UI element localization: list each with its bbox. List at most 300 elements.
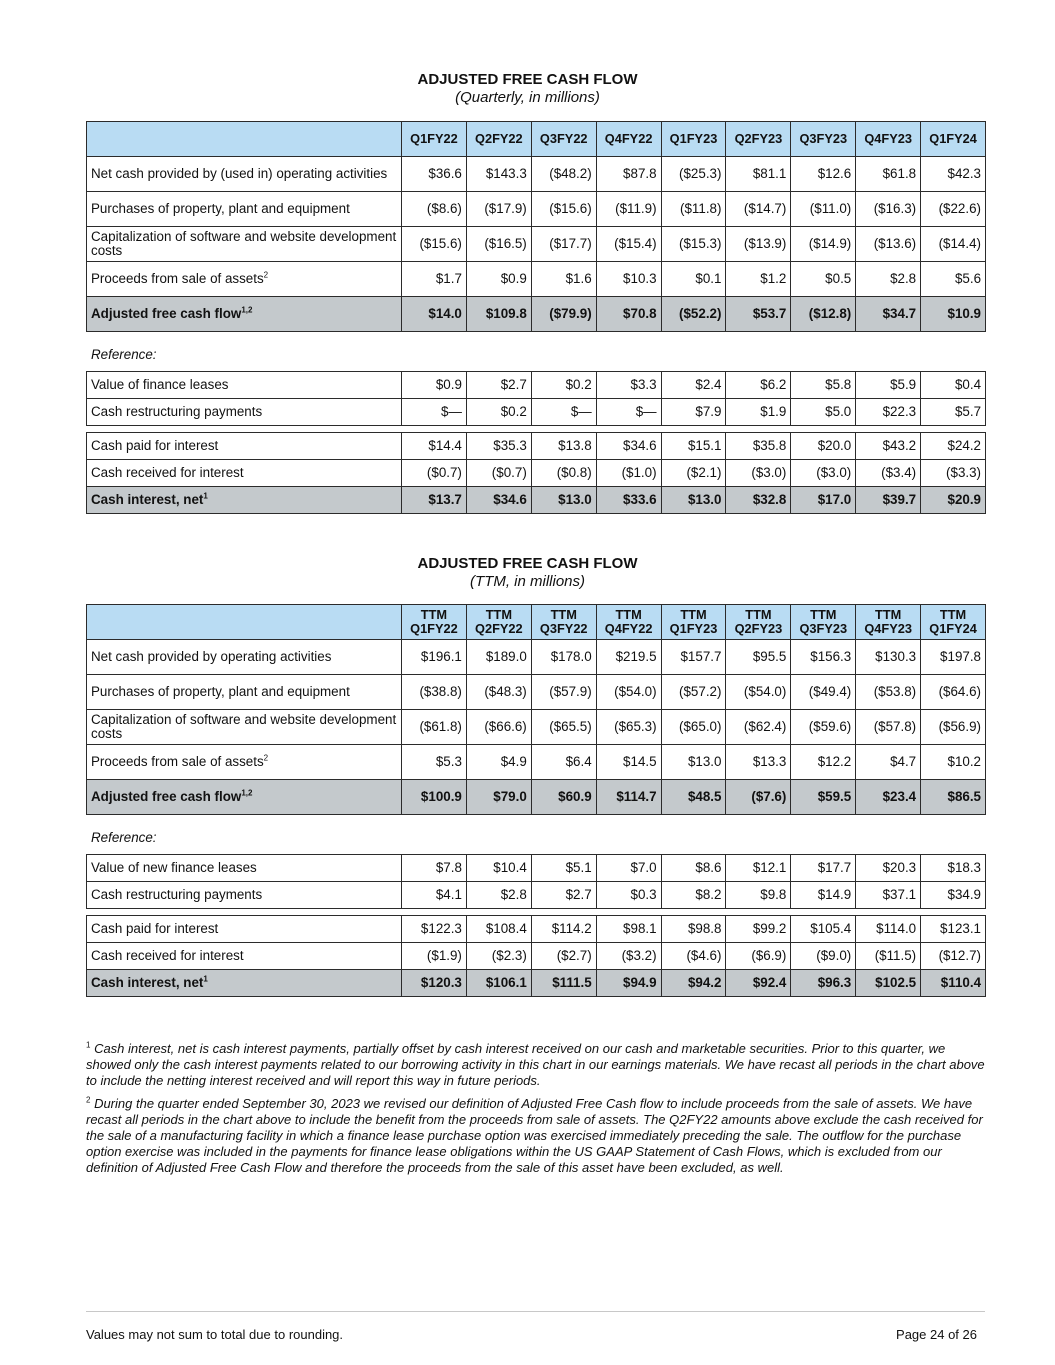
footnote-1-mark: 1	[86, 1040, 91, 1050]
header-row	[87, 122, 986, 157]
value-cell: $—	[596, 399, 661, 426]
value-cell: $0.2	[531, 372, 596, 399]
column-header: Q2FY22	[466, 122, 531, 157]
value-cell: $108.4	[466, 916, 531, 943]
value-cell: ($53.8)	[856, 675, 921, 710]
row-label-text: Cash received for interest	[91, 465, 244, 480]
value-cell: ($11.0)	[791, 192, 856, 227]
value-cell: $0.9	[402, 372, 467, 399]
value-cell: $95.5	[726, 640, 791, 675]
column-header-bottom: Q3FY22	[539, 621, 588, 636]
value-cell: ($0.7)	[466, 460, 531, 487]
table-row	[87, 157, 986, 192]
column-header: Q4FY23	[856, 122, 921, 157]
value-cell: ($12.7)	[921, 943, 986, 970]
column-header-bottom: Q1FY24	[929, 621, 977, 636]
column-header-top: TTM	[550, 607, 577, 622]
value-cell: $123.1	[921, 916, 986, 943]
footer-page-number: Page 24 of 26	[896, 1327, 977, 1342]
value-cell: $18.3	[921, 855, 986, 882]
value-cell: $22.3	[856, 399, 921, 426]
value-cell: ($3.2)	[596, 943, 661, 970]
row-label	[87, 262, 402, 297]
column-header-top: TTM	[680, 607, 707, 622]
row-label-text: Adjusted free cash flow	[91, 789, 242, 804]
value-cell: $120.3	[402, 970, 467, 997]
value-cell: $143.3	[466, 157, 531, 192]
value-cell: $42.3	[921, 157, 986, 192]
column-header	[856, 605, 921, 640]
value-cell: $13.0	[661, 745, 726, 780]
column-header: Q1FY22	[402, 122, 467, 157]
value-cell: $114.2	[531, 916, 596, 943]
footnote-2-text: During the quarter ended September 30, 2023 we revised our definition of Adjusted Free Cash flow to include proceeds from the sale of assets. We have recast all periods in the chart above to include the benefit from the proceeds from sale of assets. The Q2FY22 amounts above exclude the cash received for the sale of a manufacturing facility in which a finance lease purchase option was exercised immediately preceding the sale. The outflow for the purchase option exercise was included in the payments for finance lease obligations within the US GAAP Statement of Cash Flows, which is excluded from our definition of Adjusted Free Cash Flow and therefore the proceeds from the sale of this asset have been excluded, as well.	[86, 1095, 983, 1176]
value-cell: ($3.0)	[726, 460, 791, 487]
value-cell: ($61.8)	[402, 710, 467, 745]
table-row	[87, 970, 986, 997]
quarterly-reference-table	[86, 371, 986, 426]
value-cell: $13.8	[531, 433, 596, 460]
value-cell: $20.3	[856, 855, 921, 882]
row-label-text: Purchases of property, plant and equipment	[91, 684, 350, 699]
value-cell: $92.4	[726, 970, 791, 997]
value-cell: $2.4	[661, 372, 726, 399]
column-header: Q2FY23	[726, 122, 791, 157]
ttm-reference-label: Reference:	[91, 830, 157, 845]
value-cell: ($15.6)	[402, 227, 467, 262]
value-cell: $34.7	[856, 297, 921, 332]
row-label	[87, 297, 402, 332]
value-cell: $7.8	[402, 855, 467, 882]
value-cell: $10.3	[596, 262, 661, 297]
value-cell: ($64.6)	[921, 675, 986, 710]
header-corner	[87, 605, 402, 640]
value-cell: $37.1	[856, 882, 921, 909]
row-label	[87, 640, 402, 675]
value-cell: ($0.8)	[531, 460, 596, 487]
value-cell: $70.8	[596, 297, 661, 332]
row-label-text: Cash received for interest	[91, 948, 244, 963]
quarterly-reference-label: Reference:	[91, 347, 157, 362]
column-header: Q3FY22	[531, 122, 596, 157]
row-label	[87, 970, 402, 997]
row-label	[87, 460, 402, 487]
value-cell: $2.7	[466, 372, 531, 399]
row-label	[87, 882, 402, 909]
value-cell: ($15.3)	[661, 227, 726, 262]
row-label	[87, 855, 402, 882]
value-cell: $36.6	[402, 157, 467, 192]
row-label	[87, 675, 402, 710]
quarterly-main-table	[86, 121, 986, 332]
value-cell: ($7.6)	[726, 780, 791, 815]
value-cell: $33.6	[596, 487, 661, 514]
quarterly-subtitle: (Quarterly, in millions)	[455, 89, 600, 106]
column-header-top: TTM	[810, 607, 837, 622]
column-header-bottom: Q2FY23	[734, 621, 783, 636]
value-cell: $114.7	[596, 780, 661, 815]
table-row	[87, 192, 986, 227]
column-header	[791, 605, 856, 640]
value-cell: $23.4	[856, 780, 921, 815]
value-cell: $98.1	[596, 916, 661, 943]
value-cell: ($8.6)	[402, 192, 467, 227]
value-cell: $2.8	[856, 262, 921, 297]
row-label	[87, 192, 402, 227]
value-cell: $102.5	[856, 970, 921, 997]
value-cell: $96.3	[791, 970, 856, 997]
value-cell: $35.3	[466, 433, 531, 460]
value-cell: $35.8	[726, 433, 791, 460]
column-header-bottom: Q4FY23	[864, 621, 913, 636]
value-cell: $79.0	[466, 780, 531, 815]
value-cell: $14.9	[791, 882, 856, 909]
row-label	[87, 227, 402, 262]
value-cell: ($66.6)	[466, 710, 531, 745]
value-cell: ($13.9)	[726, 227, 791, 262]
value-cell: ($14.7)	[726, 192, 791, 227]
table-row	[87, 460, 986, 487]
row-label-text: Cash restructuring payments	[91, 404, 263, 419]
value-cell: $197.8	[921, 640, 986, 675]
value-cell: ($65.5)	[531, 710, 596, 745]
value-cell: $0.3	[596, 882, 661, 909]
column-header-bottom: Q1FY23	[669, 621, 718, 636]
column-header	[531, 605, 596, 640]
value-cell: $13.0	[531, 487, 596, 514]
value-cell: $12.2	[791, 745, 856, 780]
value-cell: $178.0	[531, 640, 596, 675]
quarterly-title: ADJUSTED FREE CASH FLOW	[417, 71, 638, 88]
table-row	[87, 640, 986, 675]
value-cell: $14.5	[596, 745, 661, 780]
footnote-reference: 1	[203, 491, 208, 501]
value-cell: $8.6	[661, 855, 726, 882]
value-cell: $13.3	[726, 745, 791, 780]
column-header	[466, 605, 531, 640]
value-cell: $99.2	[726, 916, 791, 943]
column-header-top: TTM	[745, 607, 772, 622]
footnote-2-mark: 2	[86, 1095, 91, 1105]
value-cell: ($2.7)	[531, 943, 596, 970]
value-cell: ($48.3)	[466, 675, 531, 710]
value-cell: ($52.2)	[661, 297, 726, 332]
row-label-text: Cash paid for interest	[91, 921, 219, 936]
column-header	[726, 605, 791, 640]
header-corner	[87, 122, 402, 157]
table-row	[87, 780, 986, 815]
row-label-text: Value of new finance leases	[91, 860, 257, 875]
column-header-bottom: Q2FY22	[475, 621, 523, 636]
value-cell: $61.8	[856, 157, 921, 192]
value-cell: ($11.5)	[856, 943, 921, 970]
value-cell: ($48.2)	[531, 157, 596, 192]
value-cell: $34.9	[921, 882, 986, 909]
value-cell: $5.0	[791, 399, 856, 426]
row-label-text: Purchases of property, plant and equipment	[91, 201, 350, 216]
footnote-1	[86, 1041, 986, 1090]
footnote-reference: 2	[263, 753, 269, 763]
value-cell: ($14.4)	[921, 227, 986, 262]
value-cell: $59.5	[791, 780, 856, 815]
table-row	[87, 710, 986, 745]
row-label-text: Proceeds from sale of assets	[91, 271, 264, 286]
value-cell: ($0.7)	[402, 460, 467, 487]
column-header	[596, 605, 661, 640]
value-cell: $5.3	[402, 745, 467, 780]
value-cell: $1.2	[726, 262, 791, 297]
column-header-top: TTM	[485, 607, 512, 622]
table-row	[87, 372, 986, 399]
value-cell: $0.1	[661, 262, 726, 297]
value-cell: $20.0	[791, 433, 856, 460]
value-cell: $87.8	[596, 157, 661, 192]
value-cell: $4.9	[466, 745, 531, 780]
value-cell: $0.2	[466, 399, 531, 426]
value-cell: $219.5	[596, 640, 661, 675]
value-cell: ($11.8)	[661, 192, 726, 227]
row-label-text: Proceeds from sale of assets	[91, 754, 264, 769]
row-label-text: Value of finance leases	[91, 377, 229, 392]
column-header	[661, 605, 726, 640]
value-cell: ($54.0)	[596, 675, 661, 710]
value-cell: ($3.0)	[791, 460, 856, 487]
footnote-reference: 2	[263, 270, 269, 280]
table-row	[87, 262, 986, 297]
row-label	[87, 943, 402, 970]
value-cell: $109.8	[466, 297, 531, 332]
value-cell: $39.7	[856, 487, 921, 514]
value-cell: ($59.6)	[791, 710, 856, 745]
value-cell: ($65.0)	[661, 710, 726, 745]
value-cell: ($14.9)	[791, 227, 856, 262]
table-row	[87, 745, 986, 780]
value-cell: $110.4	[921, 970, 986, 997]
footnotes	[86, 1041, 986, 1183]
value-cell: $2.8	[466, 882, 531, 909]
row-label	[87, 745, 402, 780]
value-cell: $0.4	[921, 372, 986, 399]
value-cell: $100.9	[402, 780, 467, 815]
value-cell: $196.1	[402, 640, 467, 675]
value-cell: $157.7	[661, 640, 726, 675]
value-cell: $9.8	[726, 882, 791, 909]
value-cell: $17.0	[791, 487, 856, 514]
value-cell: $6.4	[531, 745, 596, 780]
column-header	[402, 605, 467, 640]
value-cell: ($49.4)	[791, 675, 856, 710]
value-cell: $1.7	[402, 262, 467, 297]
value-cell: ($65.3)	[596, 710, 661, 745]
value-cell: $48.5	[661, 780, 726, 815]
table-row	[87, 882, 986, 909]
value-cell: ($2.1)	[661, 460, 726, 487]
value-cell: $5.8	[791, 372, 856, 399]
row-label	[87, 399, 402, 426]
value-cell: ($54.0)	[726, 675, 791, 710]
value-cell: $10.2	[921, 745, 986, 780]
column-header: Q1FY23	[661, 122, 726, 157]
value-cell: $12.6	[791, 157, 856, 192]
value-cell: $14.4	[402, 433, 467, 460]
value-cell: ($9.0)	[791, 943, 856, 970]
value-cell: $10.4	[466, 855, 531, 882]
row-label	[87, 710, 402, 745]
value-cell: $94.9	[596, 970, 661, 997]
value-cell: $0.5	[791, 262, 856, 297]
value-cell: $5.7	[921, 399, 986, 426]
value-cell: $86.5	[921, 780, 986, 815]
value-cell: $105.4	[791, 916, 856, 943]
value-cell: $7.9	[661, 399, 726, 426]
value-cell: $1.6	[531, 262, 596, 297]
value-cell: $34.6	[596, 433, 661, 460]
value-cell: $156.3	[791, 640, 856, 675]
value-cell: ($1.0)	[596, 460, 661, 487]
value-cell: $81.1	[726, 157, 791, 192]
column-header-top: TTM	[420, 607, 448, 622]
footer-rounding-note: Values may not sum to total due to rounding.	[86, 1327, 344, 1342]
footnote-reference: 1,2	[241, 305, 253, 315]
column-header-bottom: Q4FY22	[604, 621, 653, 636]
value-cell: ($62.4)	[726, 710, 791, 745]
table-row	[87, 675, 986, 710]
value-cell: $60.9	[531, 780, 596, 815]
value-cell: ($57.9)	[531, 675, 596, 710]
table-row	[87, 487, 986, 514]
value-cell: $2.7	[531, 882, 596, 909]
value-cell: ($15.4)	[596, 227, 661, 262]
header-row	[87, 605, 986, 640]
footnote-reference: 1	[203, 974, 208, 984]
value-cell: $5.6	[921, 262, 986, 297]
row-label-text: Capitalization of software and website development costs	[91, 712, 397, 741]
row-label	[87, 433, 402, 460]
value-cell: $130.3	[856, 640, 921, 675]
value-cell: $8.2	[661, 882, 726, 909]
row-label-text: Cash interest, net	[91, 492, 204, 507]
row-label-text: Net cash provided by operating activities	[91, 649, 332, 664]
value-cell: ($57.8)	[856, 710, 921, 745]
row-label-text: Adjusted free cash flow	[91, 306, 242, 321]
value-cell: ($79.9)	[531, 297, 596, 332]
value-cell: $10.9	[921, 297, 986, 332]
value-cell: $5.9	[856, 372, 921, 399]
ttm-main-table	[86, 604, 986, 815]
value-cell: ($17.7)	[531, 227, 596, 262]
column-header	[921, 605, 986, 640]
value-cell: $—	[402, 399, 467, 426]
footnote-2	[86, 1096, 986, 1177]
row-label	[87, 487, 402, 514]
value-cell: ($22.6)	[921, 192, 986, 227]
row-label	[87, 916, 402, 943]
value-cell: $13.7	[402, 487, 467, 514]
value-cell: ($16.5)	[466, 227, 531, 262]
footnote-1-text: Cash interest, net is cash interest payments, partially offset by cash interest received on our cash and marketable securities. Prior to this quarter, we showed only the cash interest payments related to our borrowing activity in this chart in our earnings materials. We have recast all periods in the chart above to include the netting interest received and will report this way in future periods.	[86, 1041, 985, 1089]
value-cell: $7.0	[596, 855, 661, 882]
value-cell: $24.2	[921, 433, 986, 460]
value-cell: $—	[531, 399, 596, 426]
value-cell: ($13.6)	[856, 227, 921, 262]
value-cell: ($11.9)	[596, 192, 661, 227]
value-cell: ($1.9)	[402, 943, 467, 970]
table-row	[87, 297, 986, 332]
column-header-bottom: Q1FY22	[410, 621, 458, 636]
table-row	[87, 855, 986, 882]
row-label-text: Capitalization of software and website development costs	[91, 229, 397, 258]
value-cell: $111.5	[531, 970, 596, 997]
value-cell: ($2.3)	[466, 943, 531, 970]
column-header-top: TTM	[875, 607, 902, 622]
table-row	[87, 916, 986, 943]
value-cell: $0.9	[466, 262, 531, 297]
value-cell: ($4.6)	[661, 943, 726, 970]
value-cell: $15.1	[661, 433, 726, 460]
ttm-title-block	[0, 555, 1055, 591]
row-label	[87, 372, 402, 399]
row-label-text: Cash interest, net	[91, 975, 204, 990]
value-cell: $4.7	[856, 745, 921, 780]
table-row	[87, 399, 986, 426]
table-row	[87, 433, 986, 460]
column-header: Q4FY22	[596, 122, 661, 157]
value-cell: $14.0	[402, 297, 467, 332]
value-cell: $32.8	[726, 487, 791, 514]
value-cell: $98.8	[661, 916, 726, 943]
value-cell: $3.3	[596, 372, 661, 399]
column-header-top: TTM	[939, 607, 967, 622]
value-cell: $12.1	[726, 855, 791, 882]
column-header-top: TTM	[615, 607, 642, 622]
ttm-interest-table	[86, 915, 986, 997]
value-cell: $53.7	[726, 297, 791, 332]
value-cell: $20.9	[921, 487, 986, 514]
ttm-title: ADJUSTED FREE CASH FLOW	[417, 555, 638, 572]
value-cell: $189.0	[466, 640, 531, 675]
value-cell: $5.1	[531, 855, 596, 882]
table-row	[87, 943, 986, 970]
column-header: Q1FY24	[921, 122, 986, 157]
row-label-text: Net cash provided by (used in) operating activities	[91, 166, 388, 181]
value-cell: $17.7	[791, 855, 856, 882]
value-cell: $122.3	[402, 916, 467, 943]
footnote-reference: 1,2	[241, 788, 253, 798]
value-cell: $114.0	[856, 916, 921, 943]
value-cell: $6.2	[726, 372, 791, 399]
quarterly-interest-table	[86, 432, 986, 514]
value-cell: ($3.4)	[856, 460, 921, 487]
value-cell: ($3.3)	[921, 460, 986, 487]
value-cell: ($56.9)	[921, 710, 986, 745]
ttm-subtitle: (TTM, in millions)	[470, 573, 585, 590]
value-cell: $34.6	[466, 487, 531, 514]
column-header: Q3FY23	[791, 122, 856, 157]
row-label	[87, 157, 402, 192]
value-cell: ($25.3)	[661, 157, 726, 192]
value-cell: ($12.8)	[791, 297, 856, 332]
table-row	[87, 227, 986, 262]
value-cell: ($17.9)	[466, 192, 531, 227]
value-cell: ($16.3)	[856, 192, 921, 227]
value-cell: $13.0	[661, 487, 726, 514]
value-cell: $94.2	[661, 970, 726, 997]
value-cell: $106.1	[466, 970, 531, 997]
row-label	[87, 780, 402, 815]
footer-divider	[86, 1311, 985, 1312]
value-cell: $1.9	[726, 399, 791, 426]
column-header-bottom: Q3FY23	[799, 621, 848, 636]
